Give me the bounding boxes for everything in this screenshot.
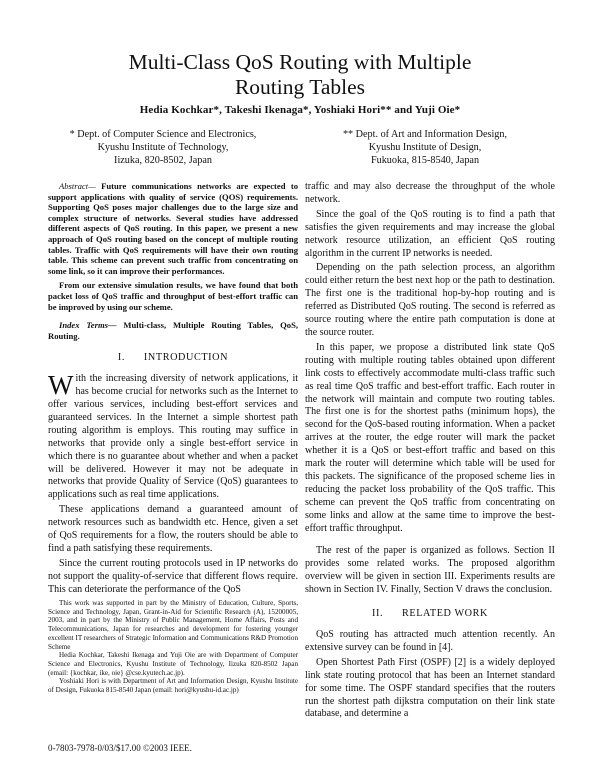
right-paragraph-5: QoS routing has attracted much attention recently. An extensive survey can be found in [4]. [305, 629, 555, 653]
copyright-notice: 0-7803-7978-0/03/$17.00 ©2003 IEEE. [48, 743, 192, 753]
right-paragraph-6: Open Shortest Path First (OSPF) [2] is a widely deployed link state routing protocol that has been an Internet standard for some time. The OSPF standard specifies that the routers run the shortest path dijkstra computation on their link state database, and determine a [305, 656, 555, 720]
affiliation-line: Kyushu Institute of Design, [368, 142, 482, 153]
abstract [48, 181, 298, 276]
footnote-authors: Hedia Kochkar, Takeshi Ikenaga and Yuji Oie are with Department of Computer Science and Electronics, Kyushu Institute of Technology, Iizuka 820-8502 Japan (email: {kochkar, ike, oie} @cse.kyutech.ac.jp). [48, 651, 298, 677]
intro-paragraph-2: These applications demand a guaranteed amount of network resources such as bandwidth etc. Hence, given a set of QoS requirements for a flow, the routers should be able to find a path satisfying these requirements. [48, 504, 298, 554]
affiliation-line: Fukuoka, 815-8540, Japan [370, 155, 480, 166]
footnote-funding: This work was supported in part by the Ministry of Education, Culture, Sports, Science and Technology, Japan, Grant-in-Aid for Scientific Research (A), 15200005, 2003, and in part by the Ministry of Public Management, Home Affairs, Posts and Telecommunications, Japan for researches and development for fostering younger excellent IT researchers of Strategic Information and Communications R&D Promotion Scheme [48, 599, 298, 651]
section-heading-related-work: II. RELATED WORK [372, 608, 488, 620]
right-column [305, 181, 555, 723]
title-line-1: Multi-Class QoS Routing with Multiple [128, 50, 472, 74]
abstract-label: Abstract— [59, 181, 96, 191]
title-line-2: Routing Tables [234, 75, 366, 99]
index-terms-text: Multi-class, Multiple Routing Tables, QoS, Routing. [48, 320, 298, 341]
paragraph-gap [305, 537, 555, 545]
intro-paragraph-1-text: ith the increasing diversity of network applications, it has become crucial for networks such as the Internet to offer various services, including best-effort services and guaranteed services. In the Internet a simple shortest path routing algorithm is employs. This routing may suffice in networks that provide only a single best-effort service in which there is no guarantee about whether and when a packet will be delivered. However it may not be adequate in networks that provide Quality of Service (QoS) guarantees to applications such as real time applications. [48, 373, 298, 501]
author-list: Hedia Kochkar*, Takeshi Ikenaga*, Yoshiaki Hori** and Yuji Oie* [139, 104, 461, 116]
right-paragraph-continued: traffic and may also decrease the throughput of the whole network. [305, 181, 555, 205]
right-paragraph-2: Depending on the path selection process, an algorithm could either return the best next hop or the path to destination. The first one is the traditional hop-by-hop routing and is referred as Distributed QoS routing. The second is referred as source routing where the entire path computation is done at the source router. [305, 262, 555, 338]
abstract-text: Future communications networks are expected to support applications with quality of service (QOS) requirements. Supporting QoS poses major challenges due to the large size and complex structure of networks. Several studies have addressed different aspects of QoS routing. In this paper, we present a new approach of QoS routing based on the concept of multiple routing tables. Traffic with QoS requirements will have their own routing table. This scheme can prevent such traffic from concentrating on some link, so it can improve their performances. [48, 181, 298, 276]
intro-paragraph-1 [48, 370, 298, 502]
affiliation-line: * Dept. of Computer Science and Electronics, [69, 129, 257, 140]
affiliation-line: Kyushu Institute of Technology, [97, 142, 229, 153]
abstract-paragraph-2: From our extensive simulation results, we have found that both packet loss of QoS traffic and throughput of best-effort traffic can be improved by using our scheme. [48, 280, 298, 312]
index-terms-label: Index Terms— [59, 320, 117, 331]
footnote-hori: Yoshiaki Hori is with Department of Art and Information Design, Kyushu Institute of Design, Fukuoka 815-8540 Japan (email: hori@kyushu-id.ac.jp) [48, 677, 298, 695]
right-paragraph-4: The rest of the paper is organized as follows. Section II provides some related works. The proposed algorithm overview will be given in section III. Experiments results are shown in Section IV. Finally, Section V draws the conclusion. [305, 545, 555, 596]
index-terms [48, 320, 298, 341]
intro-paragraph-3: Since the current routing protocols used in IP networks do not support the quality-of-service that different flows require. This can deteriorate the performance of the QoS [48, 557, 298, 595]
affiliation-right [300, 128, 550, 167]
paper-title [60, 50, 540, 100]
right-paragraph-1: Since the goal of the QoS routing is to find a path that satisfies the given requirements and may increase the global network resource utilization, an efficient QoS routing algorithm in the current IP networks is needed. [305, 208, 555, 259]
section-heading-introduction: I. INTRODUCTION [117, 352, 229, 364]
affiliation-line: Iizuka, 820-8502, Japan [114, 155, 212, 166]
affiliation-line: ** Dept. of Art and Information Design, [342, 129, 508, 140]
left-column [48, 181, 298, 599]
right-paragraph-3: In this paper, we propose a distributed link state QoS routing with multiple routing tables obtained upon different link costs to effectively accommodate multi-class traffic such as real time QoS traffic and best-effort traffic. Each router in the network will maintain and compute two routing tables. The first one is for the shortest paths (minimum hops), the second for the QoS-based routing information. When a packet arrives at the router, the edge router will mark the packet whether it is a QoS or best-effort traffic and based on this mark the router will determine which table will be used for this packets. The significance of the proposed scheme lies in reducing the packet loss probability of the QoS traffic. This scheme can prevent the QoS traffic from concentrating on some links and allow at the same time to improve the best-effort traffic throughput. [305, 341, 555, 534]
affiliation-left [38, 128, 288, 167]
footnotes [48, 599, 298, 695]
drop-cap: W [48, 370, 74, 401]
